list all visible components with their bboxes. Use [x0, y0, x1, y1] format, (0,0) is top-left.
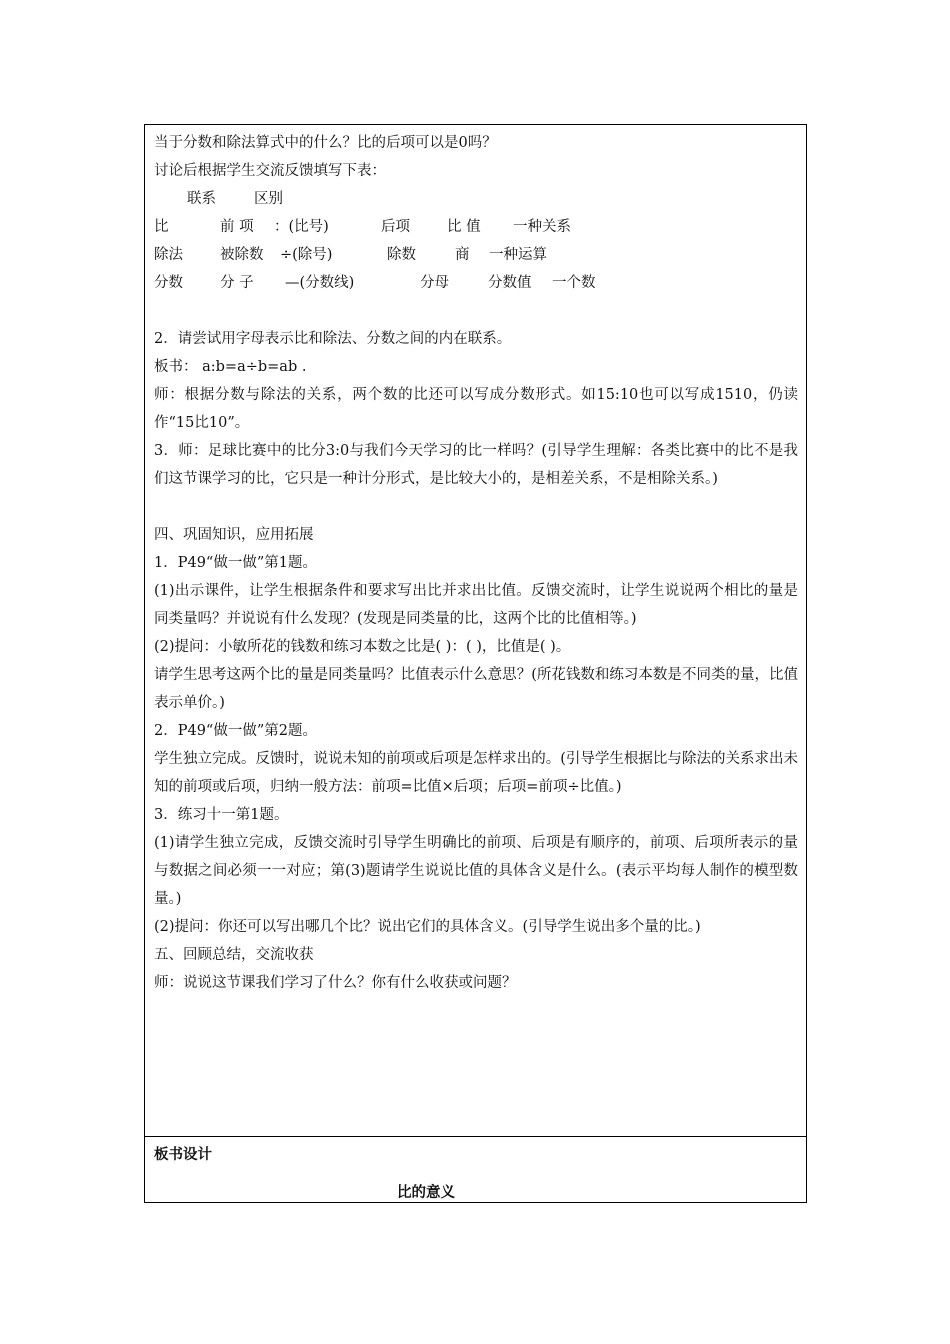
paragraph: 3．练习十一第1题。 — [154, 807, 289, 823]
cell: ：(比号) — [274, 219, 329, 235]
cell: 分数值 — [488, 275, 532, 291]
lesson-table — [144, 124, 807, 1203]
paragraph: 3．师：足球比赛中的比分3:0与我们今天学习的比一样吗？(引导学生理解：各类比赛中的比不是我们这节课学习的比，它只是一种计分形式，是比较大小的，是相差关系，不是相除关系。) — [154, 443, 798, 487]
cell: 除法 — [154, 247, 183, 263]
paragraph: (2)提问：你还可以写出哪几个比？说出它们的具体含义。(引导学生说出多个量的比。) — [154, 919, 701, 935]
paragraph: 讨论后根据学生交流反馈填写下表： — [154, 163, 386, 179]
comparison-row-division — [154, 241, 798, 269]
cell: 一种关系 — [513, 219, 571, 235]
cell: —(分数线) — [285, 275, 355, 291]
header-difference: 区别 — [254, 191, 283, 207]
cell: 一种运算 — [489, 247, 547, 263]
cell: 商 — [455, 247, 470, 263]
cell: 被除数 — [220, 247, 264, 263]
cell: 前 项 — [220, 219, 254, 235]
board-design-heading: 比的意义 — [397, 1185, 455, 1201]
cell: ÷(除号) — [280, 247, 333, 263]
comparison-row-fraction — [154, 269, 798, 297]
section-heading: 五、回顾总结，交流收获 — [154, 947, 314, 963]
cell: 比 — [154, 219, 169, 235]
cell: 后项 — [381, 219, 410, 235]
comparison-table-header — [154, 185, 798, 213]
board-design-label: 板书设计 — [154, 1147, 212, 1163]
paragraph: 2．P49“做一做”第2题。 — [154, 723, 317, 739]
cell: 分母 — [420, 275, 449, 291]
cell: 分 子 — [220, 275, 254, 291]
cell: 一个数 — [552, 275, 596, 291]
paragraph: 板书： a:b=a÷b=ab . — [154, 359, 307, 375]
paragraph: 当于分数和除法算式中的什么？比的后项可以是0吗？ — [154, 135, 497, 151]
section-heading: 四、巩固知识，应用拓展 — [154, 527, 314, 543]
paragraph: 学生独立完成。反馈时，说说未知的前项或后项是怎样求出的。(引导学生根据比与除法的关系求出未知的前项或后项，归纳一般方法：前项=比值×后项；后项=前项÷比值。) — [154, 751, 798, 795]
comparison-row-ratio — [154, 213, 798, 241]
paragraph: 1．P49“做一做”第1题。 — [154, 555, 317, 571]
board-design-cell — [145, 1137, 806, 1202]
paragraph: 师：根据分数与除法的关系，两个数的比还可以写成分数形式。如15:10也可以写成1510，仍读作“15比10”。 — [154, 387, 798, 431]
spacer — [154, 297, 798, 325]
cell: 除数 — [387, 247, 416, 263]
paragraph: (1)请学生独立完成，反馈交流时引导学生明确比的前项、后项是有顺序的，前项、后项所表示的量与数据之间必须一一对应；第(3)题请学生说说比值的具体含义是什么。(表示平均每人制作的模型数量。) — [154, 835, 798, 907]
paragraph: (1)出示课件，让学生根据条件和要求写出比并求出比值。反馈交流时，让学生说说两个相比的量是同类量吗？并说说有什么发现？(发现是同类量的比，这两个比的比值相等。) — [154, 583, 798, 627]
paragraph: (2)提问：小敏所花的钱数和练习本数之比是( )：( )，比值是( )。 — [154, 639, 571, 655]
paragraph: 2．请尝试用字母表示比和除法、分数之间的内在联系。 — [154, 331, 512, 347]
paragraph: 师：说说这节课我们学习了什么？你有什么收获或问题？ — [154, 975, 517, 991]
lesson-process-cell — [145, 125, 806, 1137]
cell: 比 值 — [447, 219, 481, 235]
paragraph: 请学生思考这两个比的量是同类量吗？比值表示什么意思？(所花钱数和练习本数是不同类的量，比值表示单价。) — [154, 667, 798, 711]
spacer — [154, 493, 798, 521]
header-connection: 联系 — [187, 191, 216, 207]
cell: 分数 — [154, 275, 183, 291]
